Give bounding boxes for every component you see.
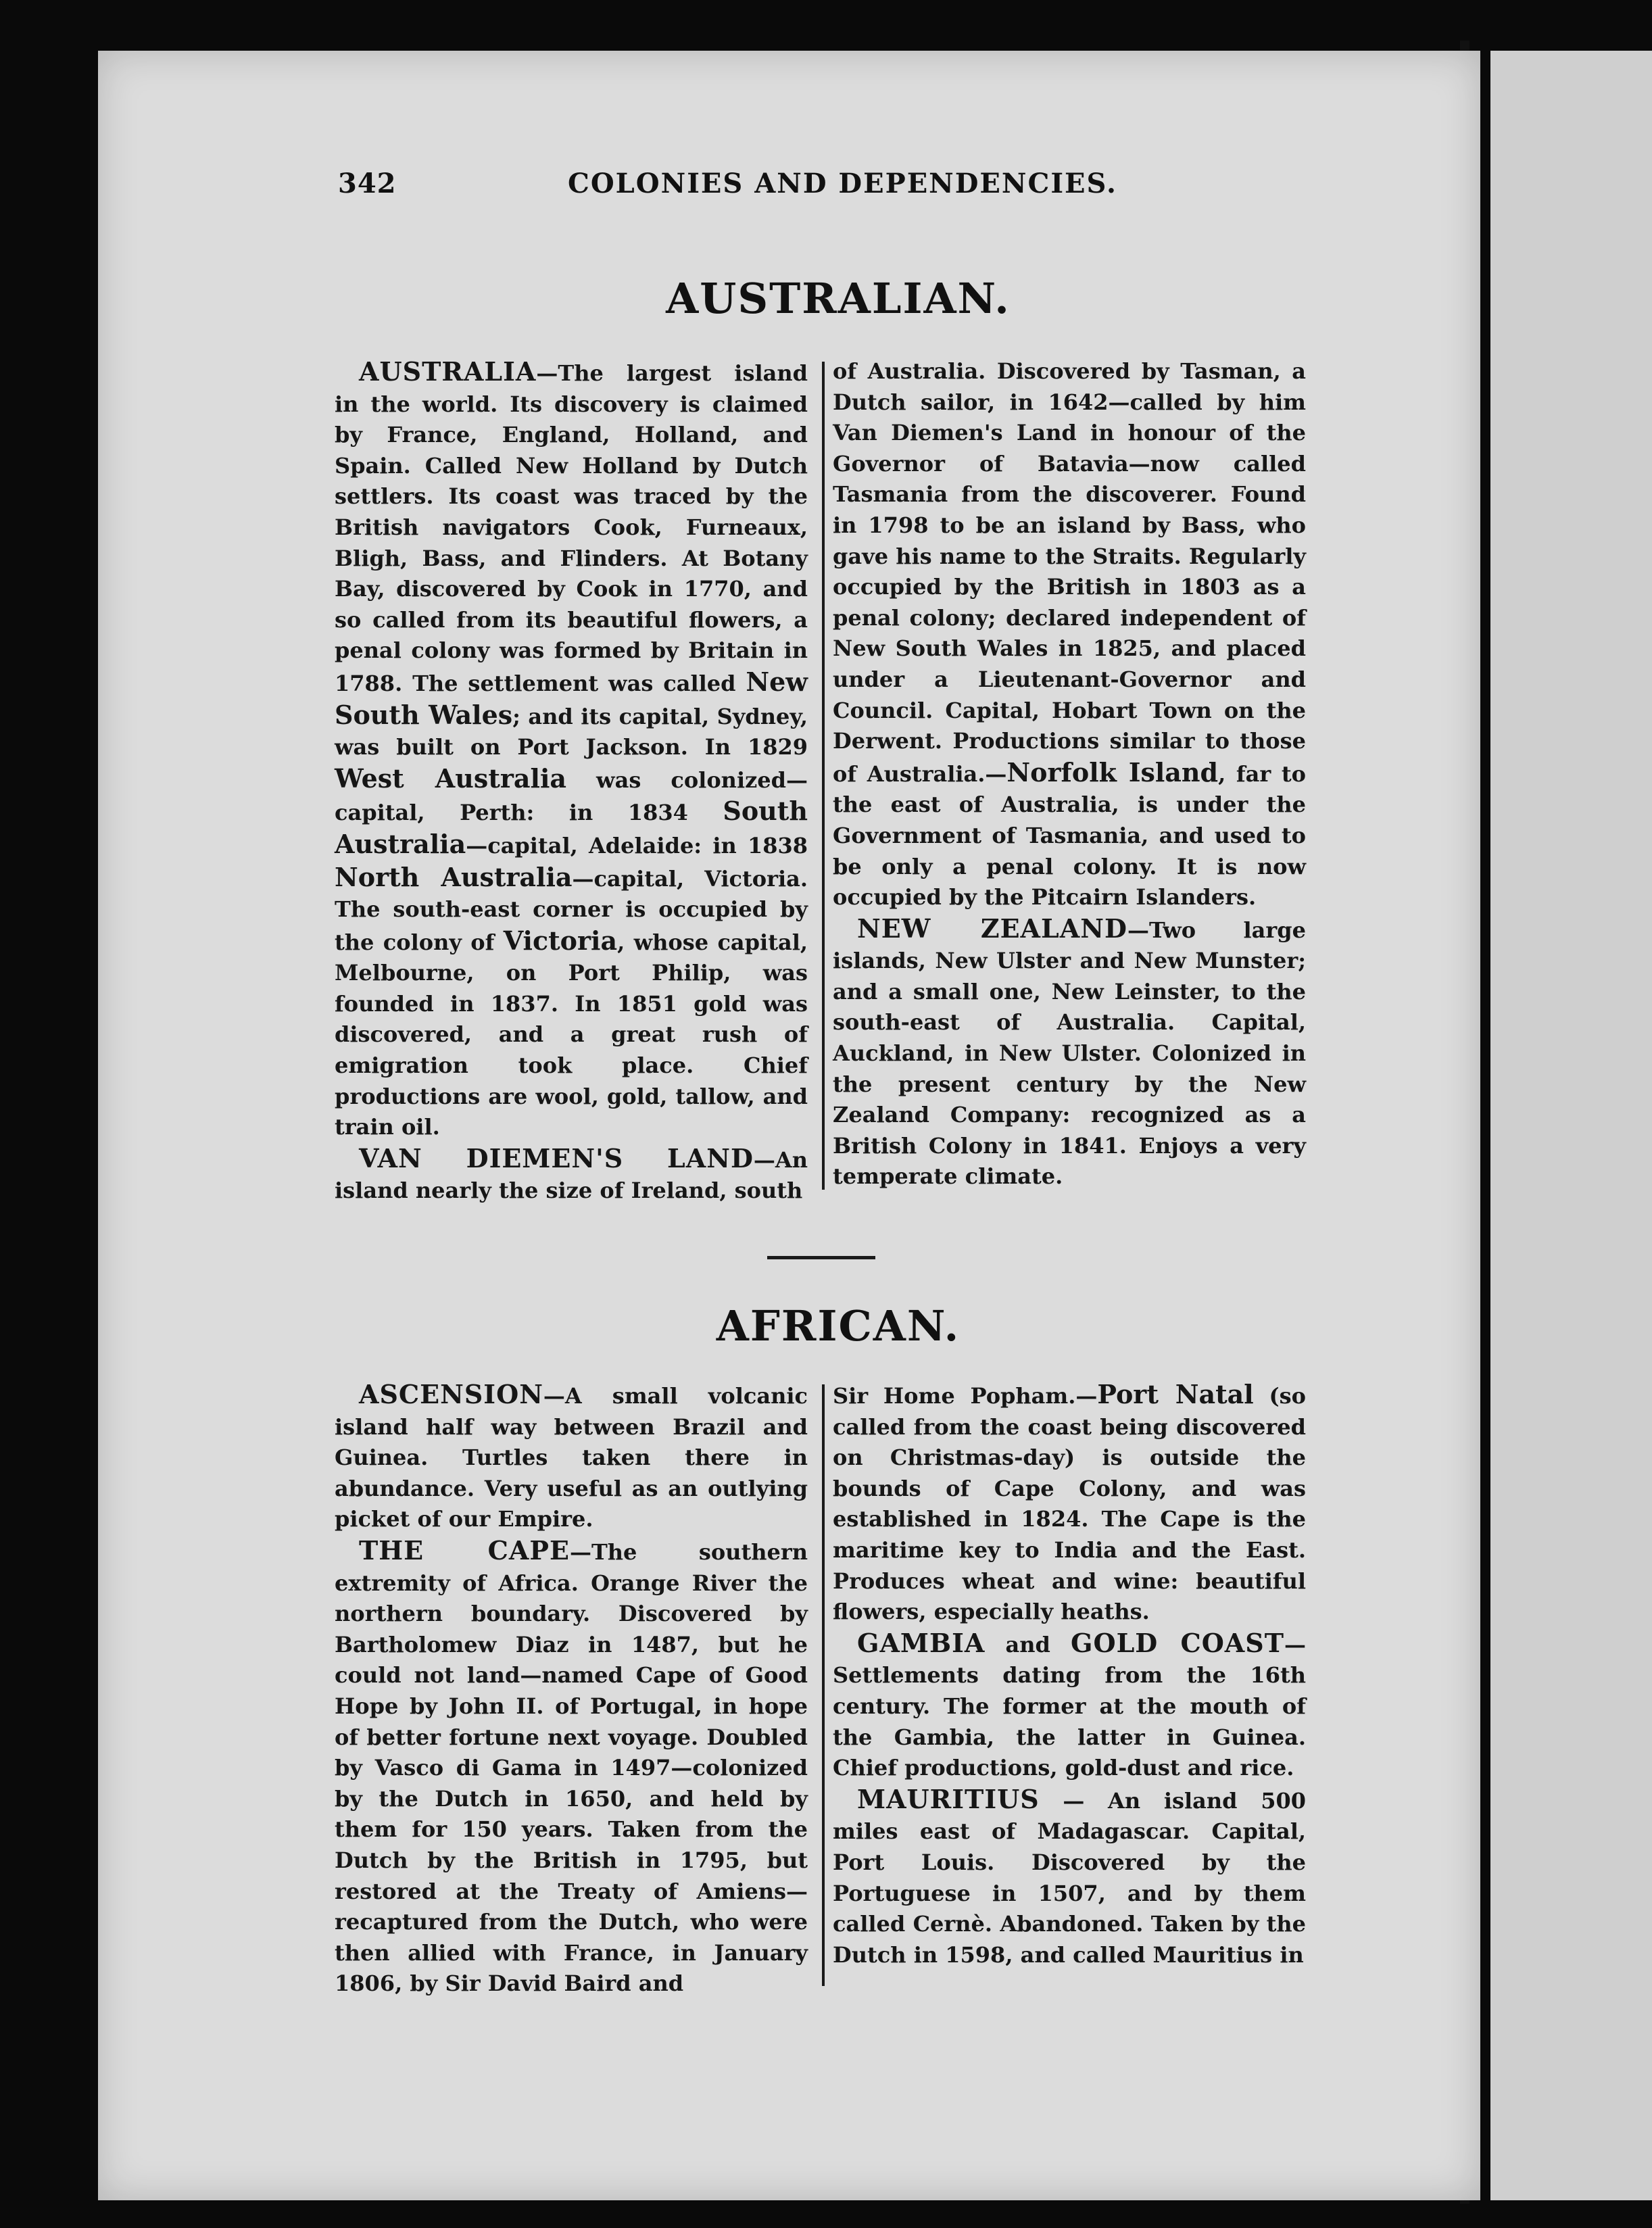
page-number: 342 bbox=[338, 168, 397, 199]
body-text: (so called from the coast being discovered on Christmas-day) is outside the bounds of Cape Colony, and was established in 1824. The Cape is the maritime key to India and the East. Produces wheat and wine: beautiful flowers, especially heaths. bbox=[833, 1383, 1306, 1625]
column-rule bbox=[822, 1384, 825, 1986]
body-text: —The southern extremity of Africa. Orange River the northern boundary. Discovered by Bartholomew Diaz in 1487, but he could not land—named Cape of Good Hope by John II. of Portugal, in hope of better fortune next voyage. Doubled by Vasco di Gama in 1497—colonized by the Dutch in 1650, and held by them for 150 years. Taken from the Dutch by the British in 1795, but restored at the Treaty of Amiens—recaptured from the Dutch, who were then allied with France, in January 1806, by Sir David Baird and bbox=[335, 1539, 808, 1997]
body-text: —Two large islands, New Ulster and New Munster; and a small one, New Leinster, to the south-east of Australia. Capital, Auckland, in New Ulster. Colonized in the present century by the New Zealand Company: recognized as a British Colony in 1841. Enjoys a very temperate climate. bbox=[833, 917, 1306, 1190]
emphasis-term: ASCENSION bbox=[359, 1379, 543, 1409]
body-text: — An island 500 miles east of Madagascar. Capital, Port Louis. Discovered by the Portuguese in 1507, and by them called Cernè. Abandoned. Taken by the Dutch in 1598, and called Mauritius in bbox=[833, 1787, 1306, 1968]
emphasis-term: Victoria bbox=[503, 925, 618, 956]
emphasis-term: New South Wales bbox=[335, 666, 808, 730]
paragraph bbox=[833, 1379, 1306, 1628]
emphasis-term: West Australia bbox=[335, 762, 567, 794]
paragraph bbox=[833, 1628, 1306, 1784]
emphasis-term: GAMBIA bbox=[857, 1627, 986, 1658]
emphasis-term: AUSTRALIA bbox=[359, 356, 537, 387]
emphasis-term: Norfolk Island bbox=[1006, 756, 1219, 788]
emphasis-term: VAN DIEMEN'S LAND bbox=[359, 1142, 754, 1173]
paragraph bbox=[335, 1379, 808, 1535]
african-left-column bbox=[335, 1379, 808, 2000]
paragraph bbox=[335, 1143, 808, 1207]
paragraph bbox=[335, 356, 808, 1143]
column-rule bbox=[822, 362, 825, 1190]
emphasis-term: THE CAPE bbox=[359, 1534, 570, 1566]
running-header bbox=[243, 168, 1257, 215]
body-text: —capital, Adelaide: in 1838 bbox=[466, 832, 808, 858]
emphasis-term: MAURITIUS bbox=[857, 1783, 1040, 1814]
body-text: Sir Home Popham.— bbox=[833, 1383, 1098, 1409]
body-text: —Settlements dating from the 16th century. The former at the mouth of the Gambia, the latter in Guinea. Chief productions, gold-dust and rice. bbox=[833, 1631, 1306, 1781]
body-text: —An island nearly the size of Ireland, south bbox=[335, 1146, 808, 1204]
body-text: , far to the east of Australia, is under the Government of Tasmania, and used to be only a penal colony. It is now occupied by the Pitcairn Islanders. bbox=[833, 760, 1307, 911]
australian-right-column bbox=[833, 356, 1306, 1192]
body-text: was colonized—capital, Perth: in 1834 bbox=[335, 767, 808, 826]
emphasis-term: GOLD COAST bbox=[1071, 1627, 1284, 1658]
paragraph bbox=[335, 1535, 808, 2000]
emphasis-term: North Australia bbox=[335, 861, 573, 892]
body-text: ; and its capital, Sydney, was built on Port Jackson. In 1829 bbox=[335, 703, 808, 760]
section-divider bbox=[767, 1256, 875, 1259]
body-text: , whose capital, Melbourne, on Port Philip, was founded in 1837. In 1851 gold was discovered, and a great rush of emigration took place. Chief productions are wool, gold, tallow, and train oil. bbox=[335, 929, 808, 1140]
facing-page-strip bbox=[1490, 51, 1652, 2200]
body-text: —A small volcanic island half way between Brazil and Guinea. Turtles taken there in abundance. Very useful as an outlying picket of our Empire. bbox=[335, 1383, 808, 1532]
section-title-australian: AUSTRALIAN. bbox=[666, 274, 1011, 323]
running-title: COLONIES AND DEPENDENCIES. bbox=[568, 168, 1117, 199]
emphasis-term: Port Natal bbox=[1097, 1379, 1254, 1409]
section-title-african: AFRICAN. bbox=[716, 1301, 961, 1351]
paragraph bbox=[833, 356, 1306, 913]
emphasis-term: NEW ZEALAND bbox=[857, 913, 1127, 944]
african-right-column bbox=[833, 1379, 1306, 1970]
australian-left-column bbox=[335, 356, 808, 1207]
body-text: and bbox=[985, 1631, 1071, 1657]
body-text: of Australia. Discovered by Tasman, a Dutch sailor, in 1642—called by him Van Diemen's Land in honour of the Governor of Batavia—now called Tasmania from the discoverer. Found in 1798 to be an island by Bass, who gave his name to the Straits. Regularly occupied by the British in 1803 as a penal colony; declared independent of New South Wales in 1825, and placed under a Lieutenant-Governor and Council. Capital, Hobart Town on the Derwent. Productions similar to those of Australia.— bbox=[833, 358, 1306, 787]
paragraph bbox=[833, 913, 1306, 1192]
body-text: —capital, Victoria. The south-east corner is occupied by the colony of bbox=[335, 865, 808, 955]
paragraph bbox=[833, 1784, 1306, 1971]
body-text: —The largest island in the world. Its discovery is claimed by France, England, Holland, and Spain. Called New Holland by Dutch settlers. Its coast was traced by the British navigators Cook, Furneaux, Bligh, Bass, and Flinders. At Botany Bay, discovered by Cook in 1770, and so called from its beautiful flowers, a penal colony was formed by Britain in 1788. The settlement was called bbox=[335, 360, 808, 696]
emphasis-term: South Australia bbox=[335, 796, 808, 859]
